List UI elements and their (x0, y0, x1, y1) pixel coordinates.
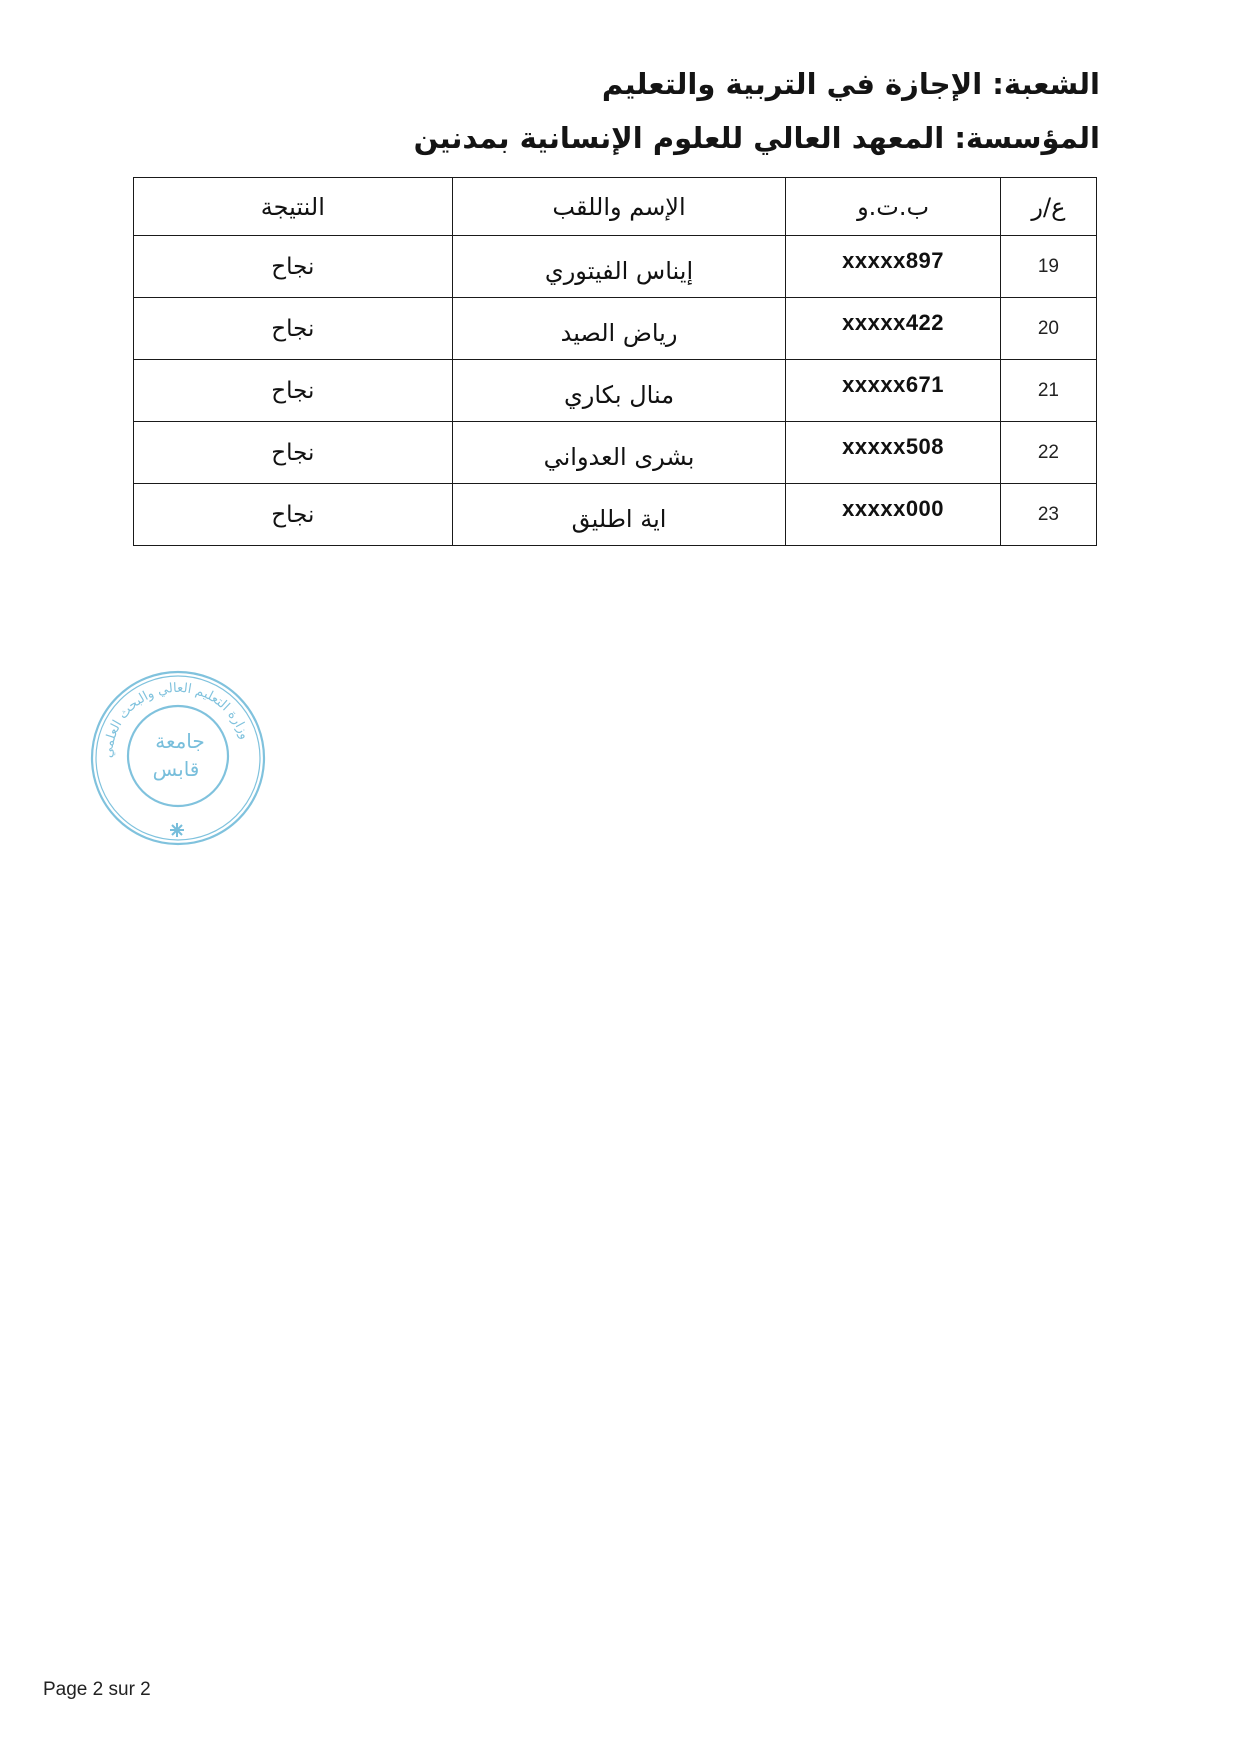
university-stamp (88, 668, 268, 848)
stamp-center-line2: قابس (152, 757, 200, 781)
cell-id: xxxxx422 (786, 298, 1000, 360)
header-result: النتيجة (134, 178, 453, 236)
table-row (134, 298, 1097, 360)
cell-name: إيناس الفيتوري (452, 236, 786, 298)
cell-number: 23 (1000, 484, 1096, 546)
table-row (134, 236, 1097, 298)
cell-name: بشرى العدواني (452, 422, 786, 484)
header-id: ب.ت.و (786, 178, 1000, 236)
cell-number: 19 (1000, 236, 1096, 298)
cell-result: نجاح (134, 236, 453, 298)
stamp-star-icon (170, 823, 184, 837)
stamp-ring-text: وزارة التعليم العالي والبحث العلمي (100, 680, 252, 759)
cell-result: نجاح (134, 360, 453, 422)
table-row (134, 360, 1097, 422)
cell-id: xxxxx000 (786, 484, 1000, 546)
cell-number: 20 (1000, 298, 1096, 360)
table-header-row (134, 178, 1097, 236)
cell-result: نجاح (134, 484, 453, 546)
header-number: ع/ر (1000, 178, 1096, 236)
cell-id: xxxxx508 (786, 422, 1000, 484)
cell-result: نجاح (134, 422, 453, 484)
cell-number: 21 (1000, 360, 1096, 422)
specialty-heading: الشعبة: الإجازة في التربية والتعليم (601, 67, 1100, 101)
cell-name: اية اطليق (452, 484, 786, 546)
table-row (134, 422, 1097, 484)
cell-id: xxxxx671 (786, 360, 1000, 422)
cell-number: 22 (1000, 422, 1096, 484)
results-table (133, 177, 1097, 546)
institution-heading: المؤسسة: المعهد العالي للعلوم الإنسانية بمدنين (413, 121, 1100, 155)
cell-result: نجاح (134, 298, 453, 360)
stamp-center-line1: جامعة (155, 729, 205, 753)
header-name: الإسم واللقب (452, 178, 786, 236)
cell-name: منال بكاري (452, 360, 786, 422)
cell-name: رياض الصيد (452, 298, 786, 360)
page-number: Page 2 sur 2 (43, 1679, 151, 1700)
table-row (134, 484, 1097, 546)
cell-id: xxxxx897 (786, 236, 1000, 298)
